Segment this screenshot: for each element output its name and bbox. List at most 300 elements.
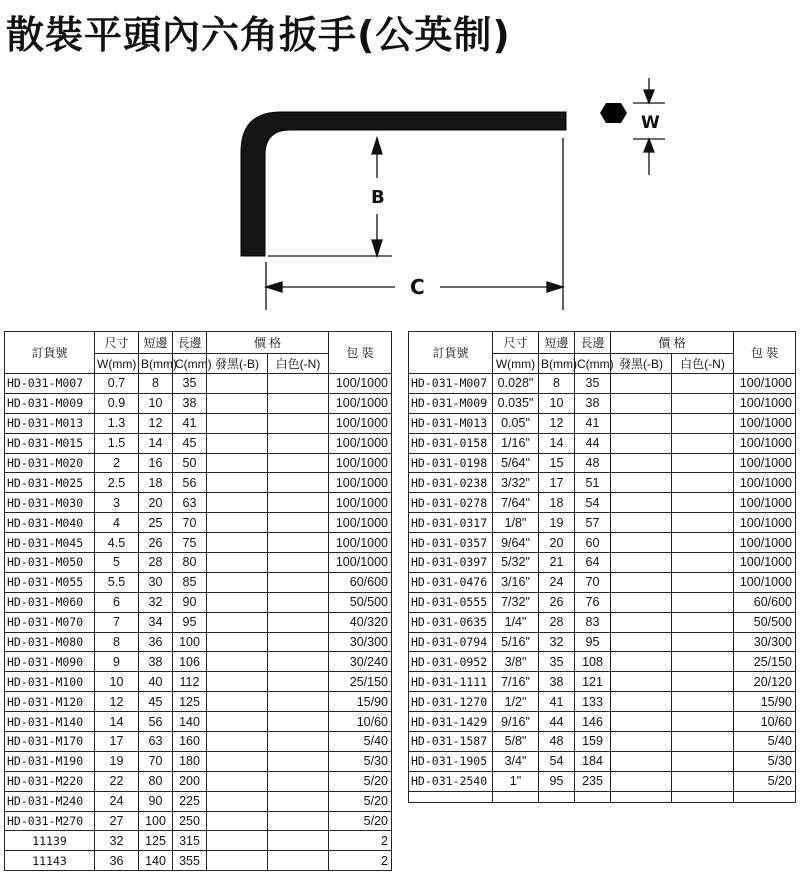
cell-price-white — [672, 672, 734, 692]
col-code: 訂貨號 — [409, 332, 493, 374]
cell-price-black — [611, 493, 672, 513]
table-row — [5, 672, 392, 692]
cell-price-black — [611, 473, 672, 493]
cell-size: 0.028" — [493, 374, 539, 394]
cell-pack: 40/320 — [329, 612, 392, 632]
col-short-unit: B(mm) — [539, 354, 575, 374]
cell-pack: 100/1000 — [329, 374, 392, 394]
table-row — [409, 632, 796, 652]
cell-size: 3/16" — [493, 572, 539, 592]
cell-pack: 100/1000 — [734, 433, 796, 453]
table-row — [5, 612, 392, 632]
cell-code: 11143 — [5, 851, 95, 871]
cell-size: 2.5 — [95, 473, 139, 493]
cell-price-black — [207, 592, 268, 612]
cell-code: HD-031-M030 — [5, 493, 95, 513]
col-size-unit: W(mm) — [493, 354, 539, 374]
table-row — [409, 572, 796, 592]
cell-price-white — [268, 712, 329, 732]
cell-price-white — [672, 533, 734, 553]
cell-short: 80 — [139, 771, 173, 791]
table-row — [5, 692, 392, 712]
cell-price-black — [207, 672, 268, 692]
col-size: 尺寸 — [95, 332, 139, 354]
cell-code: HD-031-M080 — [5, 632, 95, 652]
cell-size: 32 — [95, 831, 139, 851]
cell-price-white — [672, 513, 734, 533]
cell-long: 41 — [575, 413, 611, 433]
cell-long: 355 — [173, 851, 207, 871]
cell-price-black — [207, 612, 268, 632]
cell-price-black — [207, 513, 268, 533]
cell-short: 8 — [539, 374, 575, 394]
cell-long: 180 — [173, 751, 207, 771]
cell-code: HD-031-M009 — [409, 393, 493, 413]
cell-price-black — [611, 672, 672, 692]
cell-short: 70 — [139, 751, 173, 771]
table-row — [5, 712, 392, 732]
cell-size: 14 — [95, 712, 139, 732]
col-size-unit: W(mm) — [95, 354, 139, 374]
cell-size: 4 — [95, 513, 139, 533]
cell-long: 125 — [173, 692, 207, 712]
cell-size: 1.5 — [95, 433, 139, 453]
table-row — [5, 851, 392, 871]
table-row — [5, 453, 392, 473]
cell-pack: 100/1000 — [329, 433, 392, 453]
cell-long: 235 — [575, 771, 611, 791]
cell-short: 63 — [139, 732, 173, 752]
cell-empty — [734, 791, 796, 802]
cell-code: HD-031-1111 — [409, 672, 493, 692]
cell-price-black — [611, 453, 672, 473]
cell-size: 5/64" — [493, 453, 539, 473]
cell-pack: 100/1000 — [329, 393, 392, 413]
cell-short: 38 — [539, 672, 575, 692]
cell-long: 250 — [173, 811, 207, 831]
cell-price-white — [672, 413, 734, 433]
cell-empty — [539, 791, 575, 802]
cell-price-white — [268, 771, 329, 791]
cell-short: 24 — [539, 572, 575, 592]
cell-size: 22 — [95, 771, 139, 791]
cell-price-white — [268, 831, 329, 851]
cell-size: 9/16" — [493, 712, 539, 732]
col-long: 長邊 — [173, 332, 207, 354]
cell-pack: 5/20 — [329, 791, 392, 811]
cell-code: HD-031-1270 — [409, 692, 493, 712]
cell-size: 9 — [95, 652, 139, 672]
cell-short: 26 — [539, 592, 575, 612]
table-row — [409, 771, 796, 791]
cell-pack: 30/300 — [734, 632, 796, 652]
cell-short: 12 — [139, 413, 173, 433]
cell-long: 112 — [173, 672, 207, 692]
cell-long: 160 — [173, 732, 207, 752]
table-row — [5, 473, 392, 493]
cell-long: 38 — [575, 393, 611, 413]
cell-price-black — [207, 811, 268, 831]
cell-price-black — [207, 771, 268, 791]
table-row — [5, 811, 392, 831]
cell-price-black — [207, 553, 268, 573]
cell-size: 1/16" — [493, 433, 539, 453]
cell-pack: 20/120 — [734, 672, 796, 692]
cell-price-black — [207, 533, 268, 553]
cell-price-black — [207, 712, 268, 732]
cell-code: HD-031-M140 — [5, 712, 95, 732]
cell-short: 30 — [139, 572, 173, 592]
cell-price-white — [672, 393, 734, 413]
cell-price-black — [611, 374, 672, 394]
cell-code: HD-031-0238 — [409, 473, 493, 493]
cell-code: HD-031-0317 — [409, 513, 493, 533]
cell-size: 5.5 — [95, 572, 139, 592]
cell-price-white — [268, 473, 329, 493]
cell-price-black — [611, 751, 672, 771]
cell-price-white — [672, 632, 734, 652]
cell-pack: 100/1000 — [734, 553, 796, 573]
cell-size: 19 — [95, 751, 139, 771]
col-price-white: 白色(-N) — [672, 354, 734, 374]
cell-price-black — [207, 732, 268, 752]
cell-price-white — [268, 453, 329, 473]
cell-size: 0.035" — [493, 393, 539, 413]
cell-price-white — [672, 473, 734, 493]
cell-short: 54 — [539, 751, 575, 771]
cell-long: 57 — [575, 513, 611, 533]
table-row — [409, 493, 796, 513]
cell-pack: 5/40 — [329, 732, 392, 752]
cell-price-white — [268, 393, 329, 413]
cell-price-black — [207, 632, 268, 652]
cell-short: 18 — [139, 473, 173, 493]
cell-pack: 100/1000 — [734, 393, 796, 413]
table-row — [409, 393, 796, 413]
cell-code: HD-031-0397 — [409, 553, 493, 573]
table-row — [5, 791, 392, 811]
table-row — [409, 692, 796, 712]
cell-price-black — [611, 632, 672, 652]
col-short: 短邊 — [539, 332, 575, 354]
cell-pack: 10/60 — [329, 712, 392, 732]
cell-code: HD-031-M025 — [5, 473, 95, 493]
table-row — [5, 493, 392, 513]
cell-long: 95 — [575, 632, 611, 652]
cell-code: HD-031-M013 — [5, 413, 95, 433]
cell-pack: 100/1000 — [329, 513, 392, 533]
cell-price-black — [207, 493, 268, 513]
hex-section-icon — [600, 103, 627, 123]
table-row — [5, 374, 392, 394]
cell-long: 76 — [575, 592, 611, 612]
cell-price-white — [672, 692, 734, 712]
cell-short: 32 — [139, 592, 173, 612]
table-row — [5, 533, 392, 553]
cell-code: HD-031-M055 — [5, 572, 95, 592]
cell-long: 35 — [173, 374, 207, 394]
cell-pack: 5/30 — [329, 751, 392, 771]
cell-short: 56 — [139, 712, 173, 732]
cell-price-white — [672, 374, 734, 394]
cell-short: 45 — [139, 692, 173, 712]
cell-price-black — [611, 732, 672, 752]
cell-size: 17 — [95, 732, 139, 752]
cell-price-white — [672, 592, 734, 612]
cell-long: 225 — [173, 791, 207, 811]
cell-short: 17 — [539, 473, 575, 493]
cell-empty — [493, 791, 539, 802]
cell-size: 3/8" — [493, 652, 539, 672]
cell-long: 83 — [575, 612, 611, 632]
col-code: 訂貨號 — [5, 332, 95, 374]
cell-pack: 100/1000 — [734, 493, 796, 513]
table-row — [409, 751, 796, 771]
cell-code: HD-031-1587 — [409, 732, 493, 752]
table-row — [409, 592, 796, 612]
cell-price-white — [268, 413, 329, 433]
cell-long: 146 — [575, 712, 611, 732]
cell-code: HD-031-0357 — [409, 533, 493, 553]
cell-short: 16 — [139, 453, 173, 473]
cell-pack: 100/1000 — [734, 533, 796, 553]
table-row — [409, 533, 796, 553]
cell-price-black — [207, 652, 268, 672]
cell-code: HD-031-0952 — [409, 652, 493, 672]
cell-long: 200 — [173, 771, 207, 791]
table-row — [5, 393, 392, 413]
cell-price-white — [672, 553, 734, 573]
col-short: 短邊 — [139, 332, 173, 354]
cell-size: 1/8" — [493, 513, 539, 533]
cell-pack: 25/150 — [734, 652, 796, 672]
cell-long: 54 — [575, 493, 611, 513]
cell-code: HD-031-M007 — [5, 374, 95, 394]
cell-price-white — [268, 791, 329, 811]
cell-long: 56 — [173, 473, 207, 493]
cell-short: 20 — [539, 533, 575, 553]
cell-long: 106 — [173, 652, 207, 672]
col-size: 尺寸 — [493, 332, 539, 354]
cell-price-black — [611, 592, 672, 612]
cell-long: 44 — [575, 433, 611, 453]
cell-size: 6 — [95, 592, 139, 612]
cell-price-white — [672, 493, 734, 513]
cell-pack: 5/20 — [734, 771, 796, 791]
cell-size: 0.05" — [493, 413, 539, 433]
cell-price-white — [268, 672, 329, 692]
cell-price-white — [268, 433, 329, 453]
cell-code: HD-031-M050 — [5, 553, 95, 573]
cell-long: 184 — [575, 751, 611, 771]
cell-price-white — [268, 732, 329, 752]
cell-code: HD-031-M060 — [5, 592, 95, 612]
cell-code: HD-031-M009 — [5, 393, 95, 413]
cell-long: 38 — [173, 393, 207, 413]
cell-code: HD-031-M040 — [5, 513, 95, 533]
cell-code: HD-031-0278 — [409, 493, 493, 513]
cell-pack: 10/60 — [734, 712, 796, 732]
cell-size: 3/4" — [493, 751, 539, 771]
cell-price-white — [268, 751, 329, 771]
cell-code: HD-031-2540 — [409, 771, 493, 791]
cell-long: 41 — [173, 413, 207, 433]
table-row — [5, 771, 392, 791]
cell-size: 12 — [95, 692, 139, 712]
cell-code: HD-031-M070 — [5, 612, 95, 632]
cell-short: 44 — [539, 712, 575, 732]
cell-pack: 100/1000 — [329, 413, 392, 433]
cell-code: HD-031-0794 — [409, 632, 493, 652]
cell-price-black — [207, 692, 268, 712]
cell-size: 5/16" — [493, 632, 539, 652]
cell-price-black — [611, 692, 672, 712]
table-row-empty — [409, 791, 796, 802]
table-row — [409, 672, 796, 692]
cell-short: 36 — [139, 632, 173, 652]
table-row — [409, 433, 796, 453]
metric-spec-table — [4, 331, 392, 871]
cell-price-black — [611, 413, 672, 433]
table-row — [5, 632, 392, 652]
cell-price-black — [611, 572, 672, 592]
cell-short: 28 — [539, 612, 575, 632]
cell-long: 75 — [173, 533, 207, 553]
cell-long: 51 — [575, 473, 611, 493]
table-row — [5, 553, 392, 573]
cell-price-black — [611, 513, 672, 533]
table-row — [5, 751, 392, 771]
cell-long: 50 — [173, 453, 207, 473]
cell-price-white — [268, 612, 329, 632]
cell-short: 10 — [539, 393, 575, 413]
cell-short: 26 — [139, 533, 173, 553]
table-row — [409, 712, 796, 732]
cell-code: HD-031-M240 — [5, 791, 95, 811]
cell-price-black — [611, 771, 672, 791]
cell-size: 5/32" — [493, 553, 539, 573]
cell-code: HD-031-0158 — [409, 433, 493, 453]
cell-price-black — [611, 712, 672, 732]
cell-pack: 5/20 — [329, 811, 392, 831]
col-pack: 包 裝 — [734, 332, 796, 374]
cell-price-white — [268, 851, 329, 871]
cell-short: 14 — [139, 433, 173, 453]
cell-pack: 100/1000 — [734, 453, 796, 473]
label-b: B — [371, 187, 385, 208]
cell-code: HD-031-M270 — [5, 811, 95, 831]
cell-price-white — [672, 751, 734, 771]
cell-short: 28 — [139, 553, 173, 573]
cell-price-white — [672, 433, 734, 453]
col-pack: 包 裝 — [329, 332, 392, 374]
table-row — [409, 732, 796, 752]
cell-price-black — [207, 473, 268, 493]
cell-pack: 5/20 — [329, 771, 392, 791]
cell-price-black — [611, 533, 672, 553]
cell-pack: 50/500 — [329, 592, 392, 612]
col-price: 價 格 — [611, 332, 734, 354]
cell-size: 7/16" — [493, 672, 539, 692]
cell-size: 8 — [95, 632, 139, 652]
cell-price-white — [672, 572, 734, 592]
cell-size: 7/32" — [493, 592, 539, 612]
cell-price-black — [207, 791, 268, 811]
cell-pack: 15/90 — [329, 692, 392, 712]
cell-short: 8 — [139, 374, 173, 394]
col-long-unit: C(mm) — [575, 354, 611, 374]
cell-pack: 50/500 — [734, 612, 796, 632]
cell-size: 1/4" — [493, 612, 539, 632]
table-row — [5, 513, 392, 533]
cell-size: 3 — [95, 493, 139, 513]
cell-long: 70 — [173, 513, 207, 533]
imperial-spec-table — [408, 331, 796, 803]
cell-short: 21 — [539, 553, 575, 573]
cell-size: 36 — [95, 851, 139, 871]
cell-size: 1" — [493, 771, 539, 791]
cell-long: 48 — [575, 453, 611, 473]
table-row — [409, 413, 796, 433]
cell-price-white — [268, 592, 329, 612]
cell-long: 64 — [575, 553, 611, 573]
cell-price-black — [207, 374, 268, 394]
cell-price-black — [611, 393, 672, 413]
cell-price-white — [268, 572, 329, 592]
label-w: W — [641, 113, 660, 133]
page-title: 散裝平頭內六角扳手(公英制) — [6, 13, 511, 57]
cell-price-white — [268, 553, 329, 573]
cell-price-black — [207, 751, 268, 771]
cell-empty — [611, 791, 672, 802]
table-row — [409, 473, 796, 493]
cell-short: 10 — [139, 393, 173, 413]
cell-long: 100 — [173, 632, 207, 652]
cell-code: HD-031-M190 — [5, 751, 95, 771]
cell-short: 14 — [539, 433, 575, 453]
cell-short: 34 — [139, 612, 173, 632]
cell-long: 60 — [575, 533, 611, 553]
cell-code: HD-031-1429 — [409, 712, 493, 732]
cell-empty — [409, 791, 493, 802]
cell-short: 12 — [539, 413, 575, 433]
cell-size: 27 — [95, 811, 139, 831]
cell-price-white — [672, 612, 734, 632]
label-c: C — [410, 275, 425, 299]
cell-long: 95 — [173, 612, 207, 632]
cell-short: 48 — [539, 732, 575, 752]
cell-price-black — [611, 652, 672, 672]
cell-code: HD-031-M020 — [5, 453, 95, 473]
cell-short: 125 — [139, 831, 173, 851]
cell-long: 90 — [173, 592, 207, 612]
table-row — [409, 553, 796, 573]
cell-price-white — [268, 632, 329, 652]
cell-pack: 100/1000 — [329, 473, 392, 493]
col-price-white: 白色(-N) — [268, 354, 329, 374]
cell-short: 18 — [539, 493, 575, 513]
cell-size: 24 — [95, 791, 139, 811]
cell-pack: 100/1000 — [329, 453, 392, 473]
cell-price-black — [611, 553, 672, 573]
cell-size: 1/2" — [493, 692, 539, 712]
cell-long: 140 — [173, 712, 207, 732]
cell-code: HD-031-0635 — [409, 612, 493, 632]
cell-code: HD-031-0198 — [409, 453, 493, 473]
cell-price-white — [672, 652, 734, 672]
cell-short: 95 — [539, 771, 575, 791]
cell-long: 85 — [173, 572, 207, 592]
